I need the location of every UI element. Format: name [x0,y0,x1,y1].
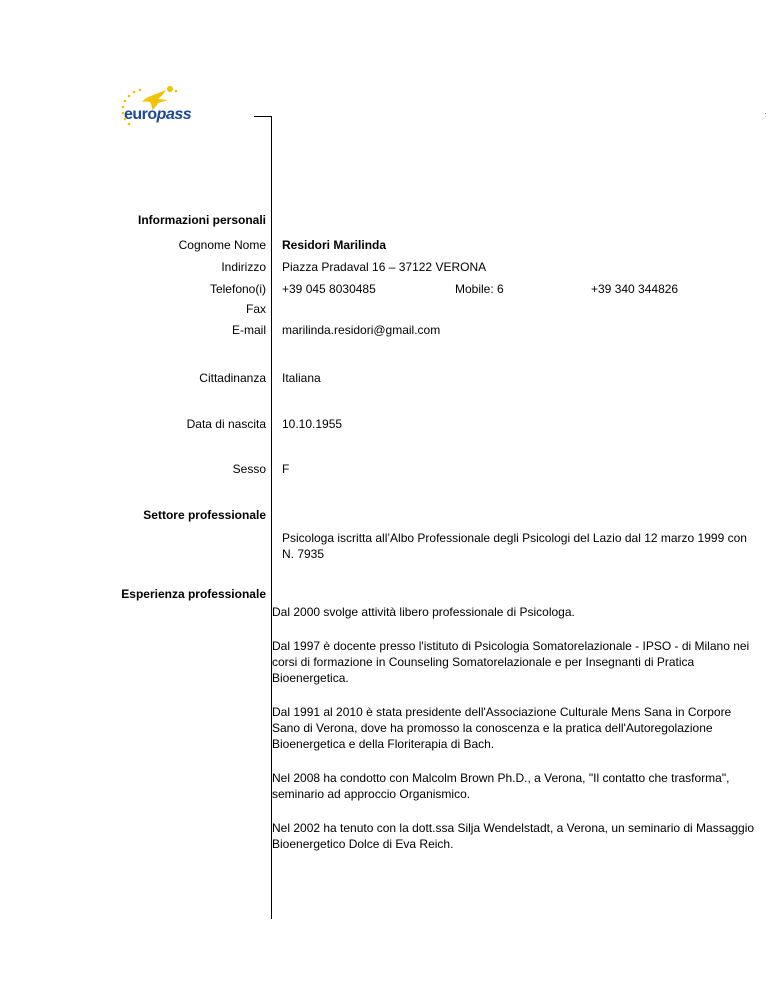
mobile-value: +39 340 344826 [591,282,679,296]
birth-date-label: Data di nascita [186,417,266,431]
header-rule [254,116,272,117]
sex-label: Sesso [232,462,266,476]
experience-item: Nel 2002 ha tenuto con la dott.ssa Silja Wendelstadt, a Verona, un seminario di Massaggio Bioenergetico Dolce di Eva Reich. [272,821,755,851]
europass-wordmark [124,106,191,124]
address-label: Indirizzo [221,260,266,274]
citizenship-label: Cittadinanza [199,371,266,385]
email-label: E-mail [231,323,266,337]
sector-text: Psicologa iscritta all’Albo Professionale degli Psicologi del Lazio dal 12 marzo 1999 con N. 7935 [282,531,747,561]
birth-date-value: 10.10.1955 [282,417,343,431]
experience-item: Dal 1997 è docente presso l'istituto di Psicologia Somatorelazionale - IPSO - di Milano nei corsi di formazione in Counseling Somatorelazionale e per Insegnanti di Pratica Bioenergetica. [272,639,750,685]
mobile-label: Mobile: 6 [455,282,504,296]
experience-item: Dal 2000 svolge attività libero professionale di Psicologa. [272,605,575,619]
logo-text-euro: euro [124,106,157,123]
corner-mark [765,113,766,114]
address-value: Piazza Pradaval 16 – 37122 VERONA [282,260,487,274]
phone-label: Telefono(i) [209,282,266,296]
experience-item: Dal 1991 al 2010 è stata presidente dell'Associazione Culturale Mens Sana in Corpore Sano di Verona, dove ha promosso la conoscenza e la pratica dell'Autoregolazione Bioenergetica e della Floriterapia di Bach. [272,705,732,751]
email-value: marilinda.residori@gmail.com [282,323,441,337]
sex-value: F [282,462,290,476]
section-heading-experience: Esperienza professionale [121,587,266,601]
name-value: Residori Marilinda [282,238,387,252]
experience-item: Nel 2008 ha condotto con Malcolm Brown Ph.D., a Verona, "Il contatto che trasforma", seminario ad approccio Organismico. [272,771,730,801]
phone-value: +39 045 8030485 [282,282,376,296]
europass-logo [112,82,212,132]
logo-text-pass: pass [156,106,192,123]
section-heading-sector: Settore professionale [143,508,266,522]
name-label: Cognome Nome [178,238,266,252]
section-heading-personal: Informazioni personali [137,213,266,227]
fax-label: Fax [245,302,266,316]
citizenship-value: Italiana [282,371,321,385]
